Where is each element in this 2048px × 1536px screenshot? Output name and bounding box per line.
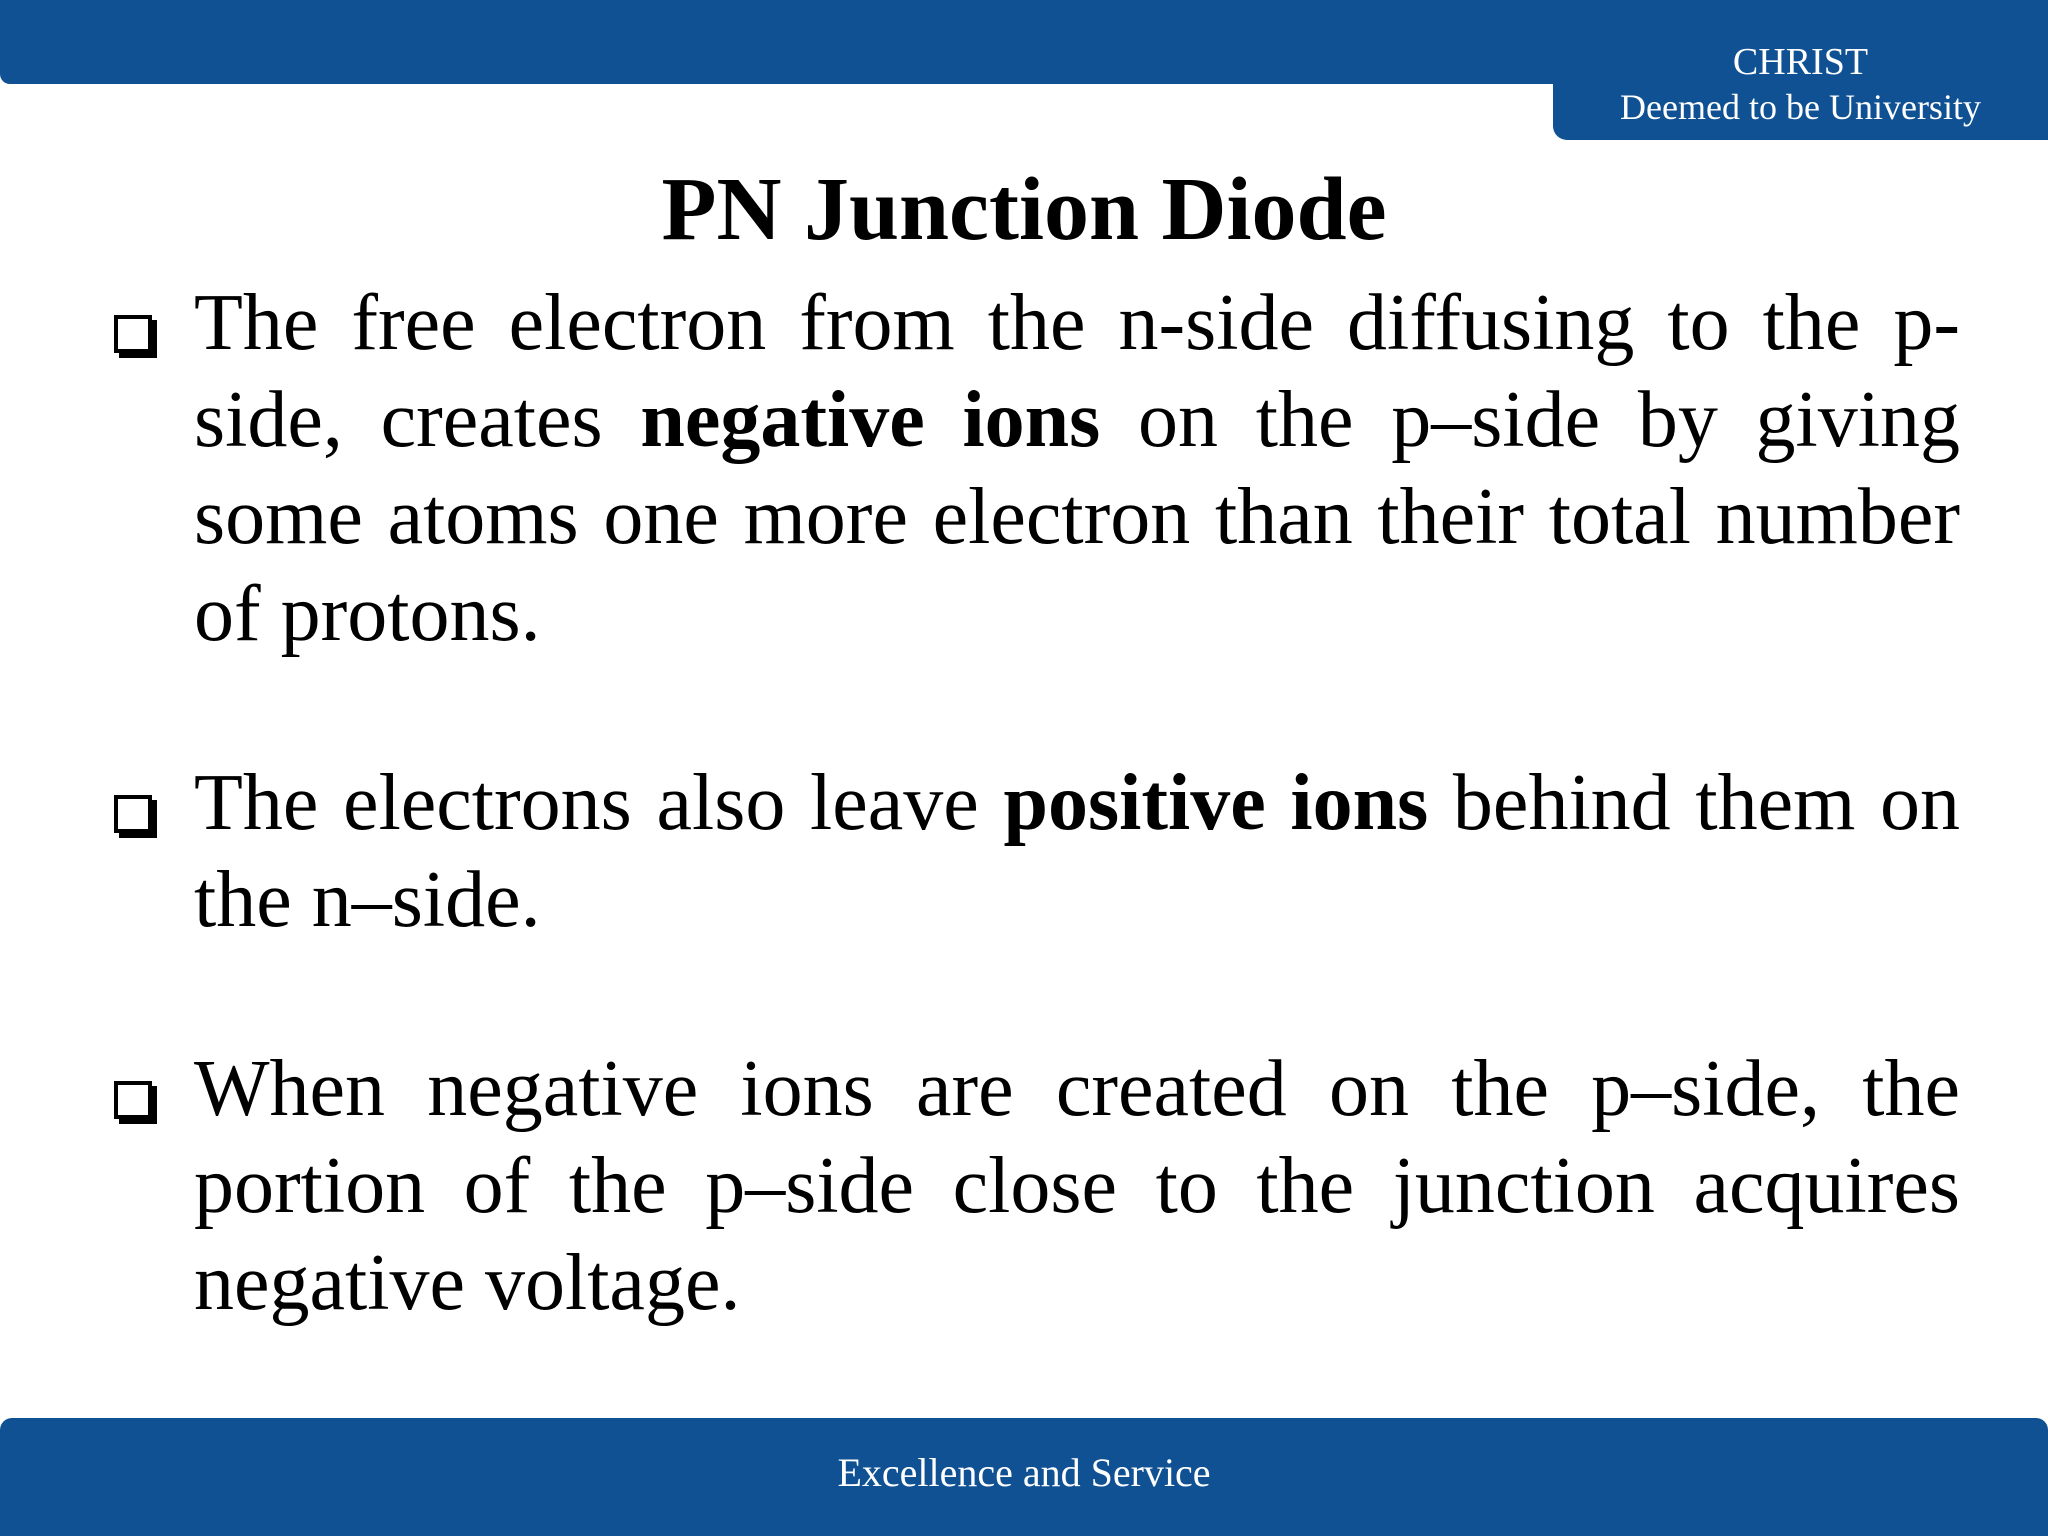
footer-tagline: Excellence and Service <box>837 1450 1211 1495</box>
bullet-item-3 <box>110 1041 1960 1332</box>
bullet-2-text-end: behind them on the n–side. <box>194 759 1960 944</box>
square-bullet-icon <box>114 795 152 833</box>
bullet-list <box>110 275 1960 1332</box>
brand-title: CHRIST <box>1732 41 1869 83</box>
university-brand <box>1553 0 2048 140</box>
bullet-item-2 <box>110 755 1960 949</box>
bullet-2-text-start: The electrons also leave <box>194 759 1004 847</box>
brand-subtitle: Deemed to be University <box>1620 87 1981 127</box>
bullet-3-text: When negative ions are created on the p–side, the portion of the p–side close to the junction acquires negative voltage. <box>194 1045 1960 1327</box>
bullet-1-bold-term: negative ions <box>640 376 1101 464</box>
bullet-1-text-end: on the p–side by giving some atoms one more electron than their total number of protons. <box>194 376 1960 658</box>
square-bullet-icon <box>114 315 152 353</box>
slide-title: PN Junction Diode <box>661 160 1387 259</box>
bullet-2-bold-term: positive ions <box>1003 759 1429 847</box>
bullet-item-1 <box>110 275 1960 663</box>
bullet-1-text-start: The free electron from the n-side diffusing to the p-side, creates <box>194 279 1960 464</box>
square-bullet-icon <box>114 1081 152 1119</box>
